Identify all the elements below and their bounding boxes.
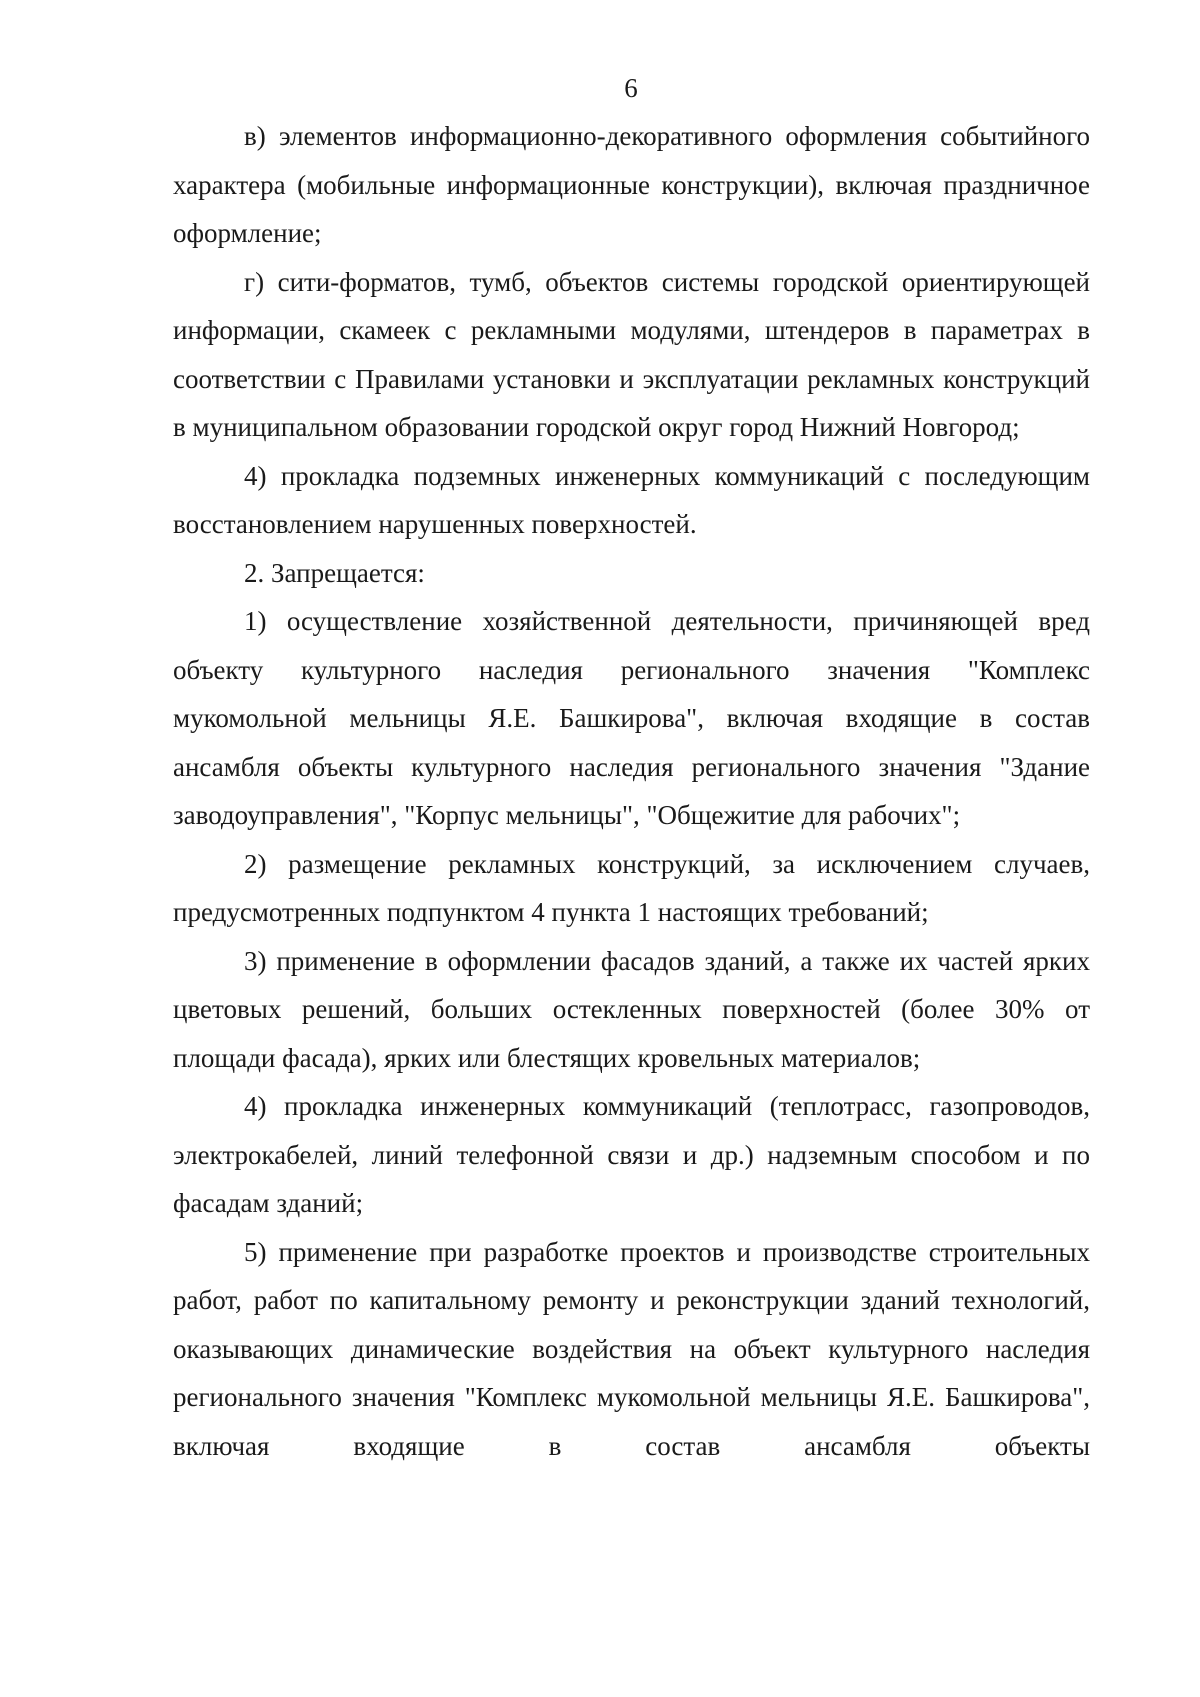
paragraph-4-overground-utilities: 4) прокладка инженерных коммуникаций (теплотрасс, газопроводов, электрокабелей, линий телефонной связи и др.) надземным способом и по фасадам зданий; (173, 1091, 1090, 1218)
paragraph-1-economic-activity: 1) осуществление хозяйственной деятельности, причиняющей вред объекту культурного наследия регионального значения "Комплекс мукомольной мельницы Я.Е. Башкирова", включая входящие в состав ансамбля объекты культурного наследия регионального значения "Здание заводоуправления", "Корпус мельницы", "Общежитие для рабочих"; (173, 606, 1090, 830)
document-body (173, 112, 1090, 1470)
paragraph-5-dynamic-impact: 5) применение при разработке проектов и производстве строительных работ, работ по капитальному ремонту и реконструкции зданий технологий, оказывающих динамические воздействия на объект культурного наследия регионального значения "Комплекс мукомольной мельницы Я.Е. Башкирова", включая входящие в состав ансамбля объекты (173, 1236, 1090, 1461)
paragraph-4-underground-utilities: 4) прокладка подземных инженерных коммуникаций с последующим восстановлением нарушенных поверхностей. (173, 460, 1090, 539)
paragraph-2-advertising: 2) размещение рекламных конструкций, за исключением случаев, предусмотренных подпунктом 4 пункта 1 настоящих требований; (173, 848, 1090, 927)
paragraph-v-decorative-elements: в) элементов информационно-декоративного оформления событийного характера (мобильные информационные конструкции), включая праздничное оформление; (173, 121, 1090, 248)
paragraph-g-city-formats: г) сити-форматов, тумб, объектов системы городской ориентирующей информации, скамеек с рекламными модулями, штендеров в параметрах в соответствии с Правилами установки и эксплуатации рекламных конструкций в муниципальном образовании городской округ город Нижний Новгород; (173, 266, 1090, 442)
paragraph-2-prohibited-heading: 2. Запрещается: (244, 557, 425, 588)
page-number: 6 (624, 73, 638, 103)
paragraph-3-facade-design: 3) применение в оформлении фасадов зданий, а также их частей ярких цветовых решений, больших остекленных поверхностей (более 30% от площади фасада), ярких или блестящих кровельных материалов; (173, 945, 1090, 1073)
